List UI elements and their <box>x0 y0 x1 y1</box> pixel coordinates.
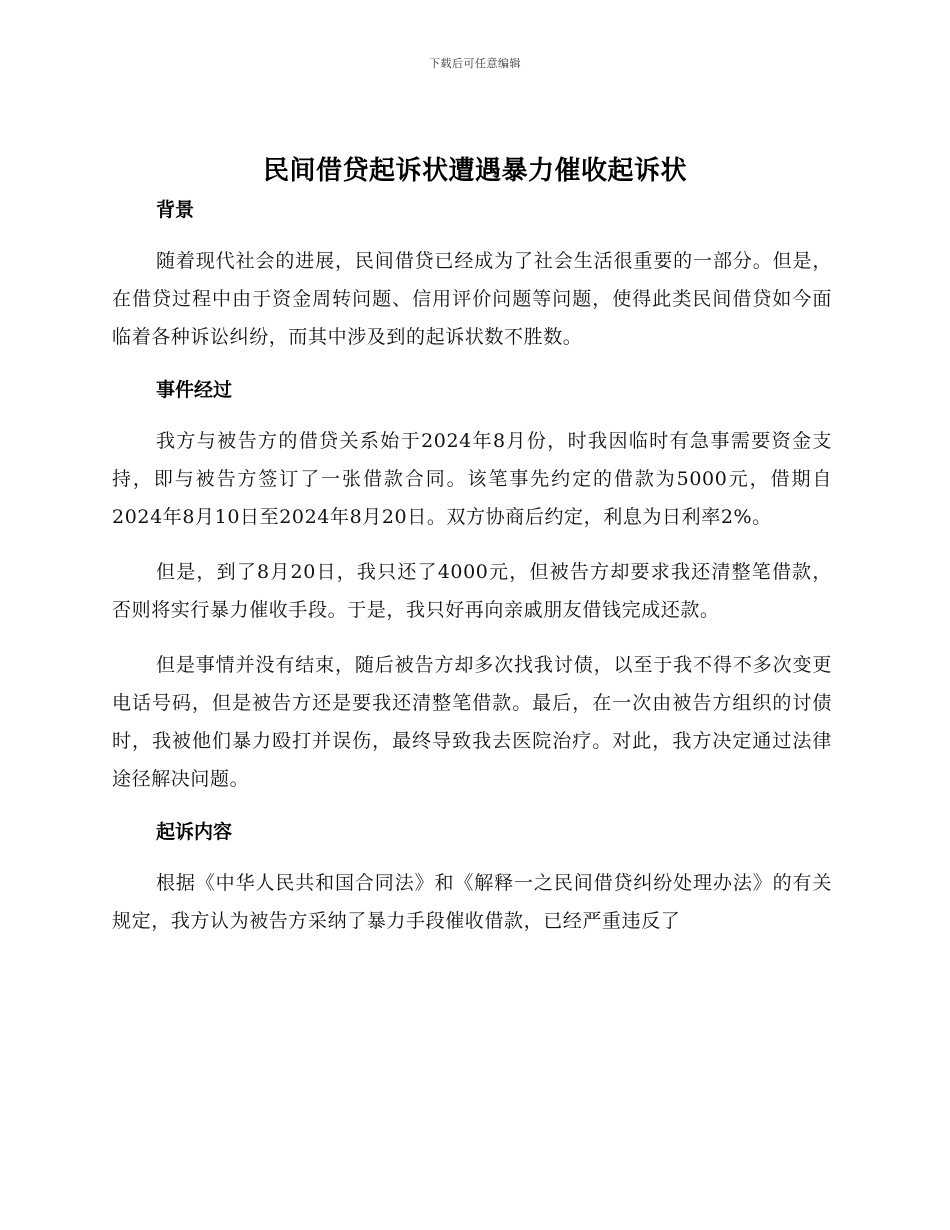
section-heading-claims: 起诉内容 <box>156 821 233 843</box>
paragraph: 根据《中华人民共和国合同法》和《解释一之民间借贷纠纷处理办法》的有关规定，我方认为被告方采纳了暴力手段催收借款，已经严重违反了 <box>112 872 832 932</box>
document-body <box>112 196 832 940</box>
paragraph: 我方与被告方的借贷关系始于2024年8月份，时我因临时有急事需要资金支持，即与被告方签订了一张借款合同。该笔事先约定的借款为5000元，借期自2024年8月10日至2024年8月20日。双方协商后约定，利息为日利率2%。 <box>112 430 832 528</box>
section-heading-events: 事件经过 <box>156 379 233 401</box>
section-claims <box>112 818 832 940</box>
page-header-note: 下载后可任意编辑 <box>429 57 521 70</box>
paragraph: 但是，到了8月20日，我只还了4000元，但被告方却要求我还清整笔借款，否则将实行暴力催收手段。于是，我只好再向亲戚朋友借钱完成还款。 <box>112 561 832 621</box>
document-title: 民间借贷起诉状遭遇暴力催收起诉状 <box>262 156 687 186</box>
paragraph: 但是事情并没有结束，随后被告方却多次找我讨债，以至于我不得不多次变更电话号码，但是被告方还是要我还清整笔借款。最后，在一次由被告方组织的讨债时，我被他们暴力殴打并误伤，最终导致我去医院治疗。对此，我方决定通过法律途径解决问题。 <box>112 654 832 790</box>
section-background <box>112 196 832 356</box>
section-heading-background: 背景 <box>156 199 195 221</box>
paragraph: 随着现代社会的进展，民间借贷已经成为了社会生活很重要的一部分。但是，在借贷过程中由于资金周转问题、信用评价问题等问题，使得此类民间借贷如今面临着各种诉讼纠纷，而其中涉及到的起诉状数不胜数。 <box>112 250 832 348</box>
section-events <box>112 376 832 798</box>
